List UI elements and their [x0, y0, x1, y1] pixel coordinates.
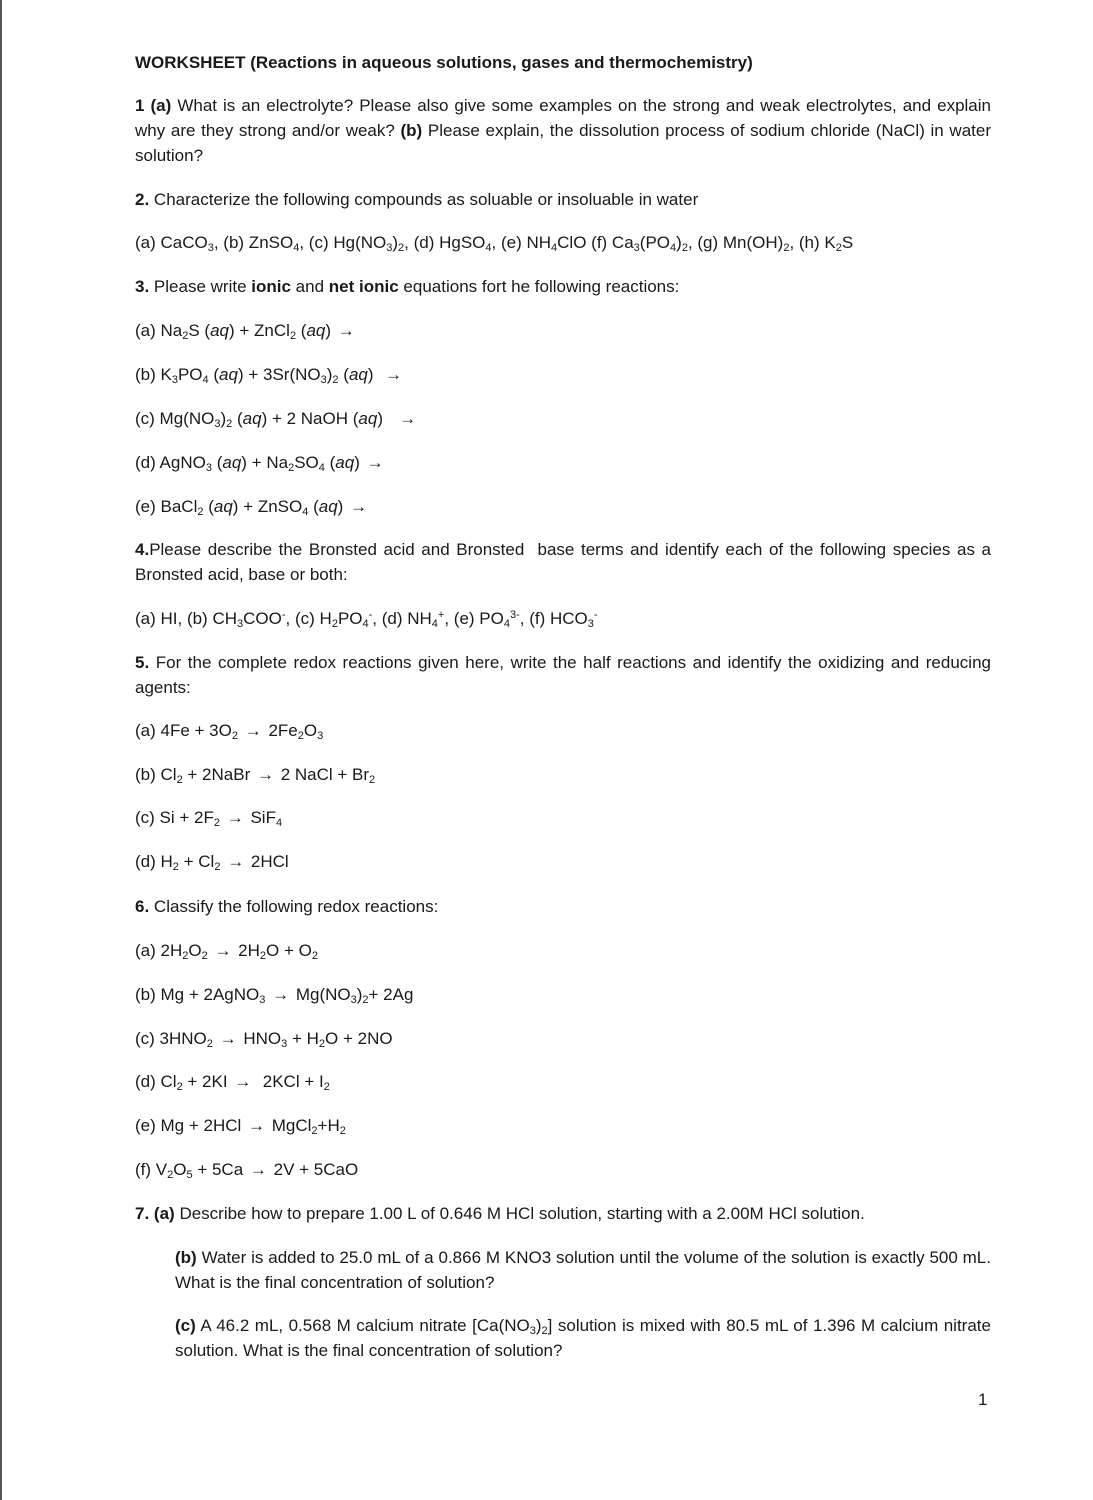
- reaction-6f: (f) $V_2O_5 + 5Ca \to 2V + 5CaO$: [135, 1160, 359, 1181]
- page-number: 1: [978, 1390, 988, 1409]
- reaction-3e: (e) BaCl$_2$ (aq) + ZnSO$_4$ (aq) →: [135, 497, 368, 518]
- reaction-6a: (a) $2H_2O_2 \to 2H_2O + O_2$: [135, 941, 318, 962]
- reaction-5c: (c) $Si + 2F_2 \to SiF_4$: [135, 808, 283, 829]
- reaction-5b: (b) $Cl_2$ + 2NaBr → 2 NaCl + $Br_2$: [135, 765, 376, 786]
- net-ionic-emphasis: net ionic: [328, 277, 399, 296]
- question-1: [135, 93, 991, 168]
- question-4-species: (a) HI, (b) $CH_3COO^-$, (c) $H_2PO_4^-$, (d) $NH_4^+$, (e) $PO_4^{3-}$, (f) $HCO_3^-$: [135, 609, 598, 630]
- question-7-number: 7.: [135, 1204, 150, 1223]
- reaction-3d: (d) AgNO$_3$ $(aq) + Na_2SO_4$ (aq) →: [135, 453, 384, 474]
- question-5-number: 5.: [135, 653, 150, 672]
- question-2-number: 2.: [135, 190, 150, 209]
- question-7b: [175, 1245, 991, 1295]
- question-4: [135, 537, 996, 587]
- ionic-emphasis: ionic: [251, 277, 291, 296]
- page-left-border: [0, 0, 2, 1500]
- question-7a-label: (a): [153, 1204, 175, 1223]
- question-1b-text: Please explain, the dissolution process of sodium chloride (NaCl) in water solution?: [135, 121, 991, 165]
- question-7b-label: (b): [175, 1248, 197, 1267]
- question-1a-text: What is an electrolyte? Please also give some examples on the strong and weak electrolytes, and explain why are they strong and/or weak?: [135, 96, 991, 140]
- question-3-number: 3.: [135, 277, 150, 296]
- question-6-text: Classify the following redox reactions:: [153, 897, 439, 916]
- reaction-5d: (d) $H_2 + Cl_2 \to 2HCl$: [135, 852, 289, 873]
- question-4-text: Please describe the Bronsted acid and Bronsted base terms and identify each of the following species as a Bronsted acid, base or both:: [135, 540, 996, 584]
- reaction-6b: (b) Mg + 2AgNO$_3$ → $Mg(NO_3)_2+ 2Ag$: [135, 985, 414, 1006]
- question-7a-text: Describe how to prepare 1.00 L of 0.646 M HCl solution, starting with a 2.00M HCl solution.: [179, 1204, 865, 1223]
- question-1b-label: (b): [400, 121, 423, 140]
- question-2-compounds: (a) CaCO$_3$, (b) ZnSO$_4$, (c) $Hg(NO_3)_2$, (d) HgSO$_4$, (e) $NH_4ClO$ (f) $Ca_3(PO_4)_2$, (g) $Mn(OH)_2$, (h) $K_2S$: [135, 233, 854, 254]
- question-6: [135, 894, 438, 919]
- question-7c-text-start: A 46.2 mL, 0.568 M calcium nitrate [Ca(NO: [200, 1316, 530, 1335]
- question-4-number: 4.: [135, 540, 150, 559]
- question-5-text: For the complete redox reactions given here, write the half reactions and identify the oxidizing and reducing agents:: [135, 653, 991, 697]
- reaction-6d: (d) $Cl_2 + 2KI \to 2KCl + I_2$: [135, 1072, 330, 1093]
- reaction-3c: (c) $Mg(NO_3)_2$ (aq) + 2 NaOH (aq) →: [135, 409, 417, 430]
- question-3: 3. Please write ionic and net ionic equations fort he following reactions:: [135, 277, 680, 296]
- question-2: [135, 187, 698, 212]
- question-6-number: 6.: [135, 897, 150, 916]
- question-7c-label: (c): [175, 1316, 196, 1335]
- question-7b-text: Water is added to 25.0 mL of a 0.866 M KNO3 solution until the volume of the solution is exactly 500 mL. What is the final concentration of solution?: [175, 1248, 991, 1292]
- reaction-3a: (a) $Na_2S$ (aq) + ZnCl$_2$ (aq) →: [135, 321, 355, 342]
- reaction-3b: (b) $K_3PO_4$ $(aq) + 3Sr(NO_3)_2$ (aq) →: [135, 365, 402, 386]
- worksheet-title: WORKSHEET (Reactions in aqueous solutions, gases and thermochemistry): [135, 53, 753, 72]
- question-5: [135, 650, 991, 700]
- question-1-number: 1: [135, 96, 145, 115]
- reaction-6e: (e) $Mg + 2HCl \to MgCl_2+H_2$: [135, 1116, 346, 1137]
- question-1a-label: (a): [150, 96, 172, 115]
- question-7c: (c) A 46.2 mL, 0.568 M calcium nitrate $[Ca(NO_3)_2]$ solution is mixed with 80.5 mL of 1.396 M calcium nitrate solution. What is the final concentration of solution?: [175, 1316, 991, 1360]
- question-7c-text-end: ] solution is mixed with 80.5 mL of 1.396 M calcium nitrate solution. What is the final concentration of solution?: [175, 1316, 991, 1360]
- reaction-6c: (c) $3HNO_2 \to HNO_3 + H_2O + 2NO$: [135, 1029, 393, 1050]
- reaction-5a: (a) $4Fe + 3O_2 \to 2Fe_2O_3$: [135, 721, 324, 742]
- question-2-text: Characterize the following compounds as soluable or insoluable in water: [153, 190, 699, 209]
- question-7a: [135, 1201, 865, 1226]
